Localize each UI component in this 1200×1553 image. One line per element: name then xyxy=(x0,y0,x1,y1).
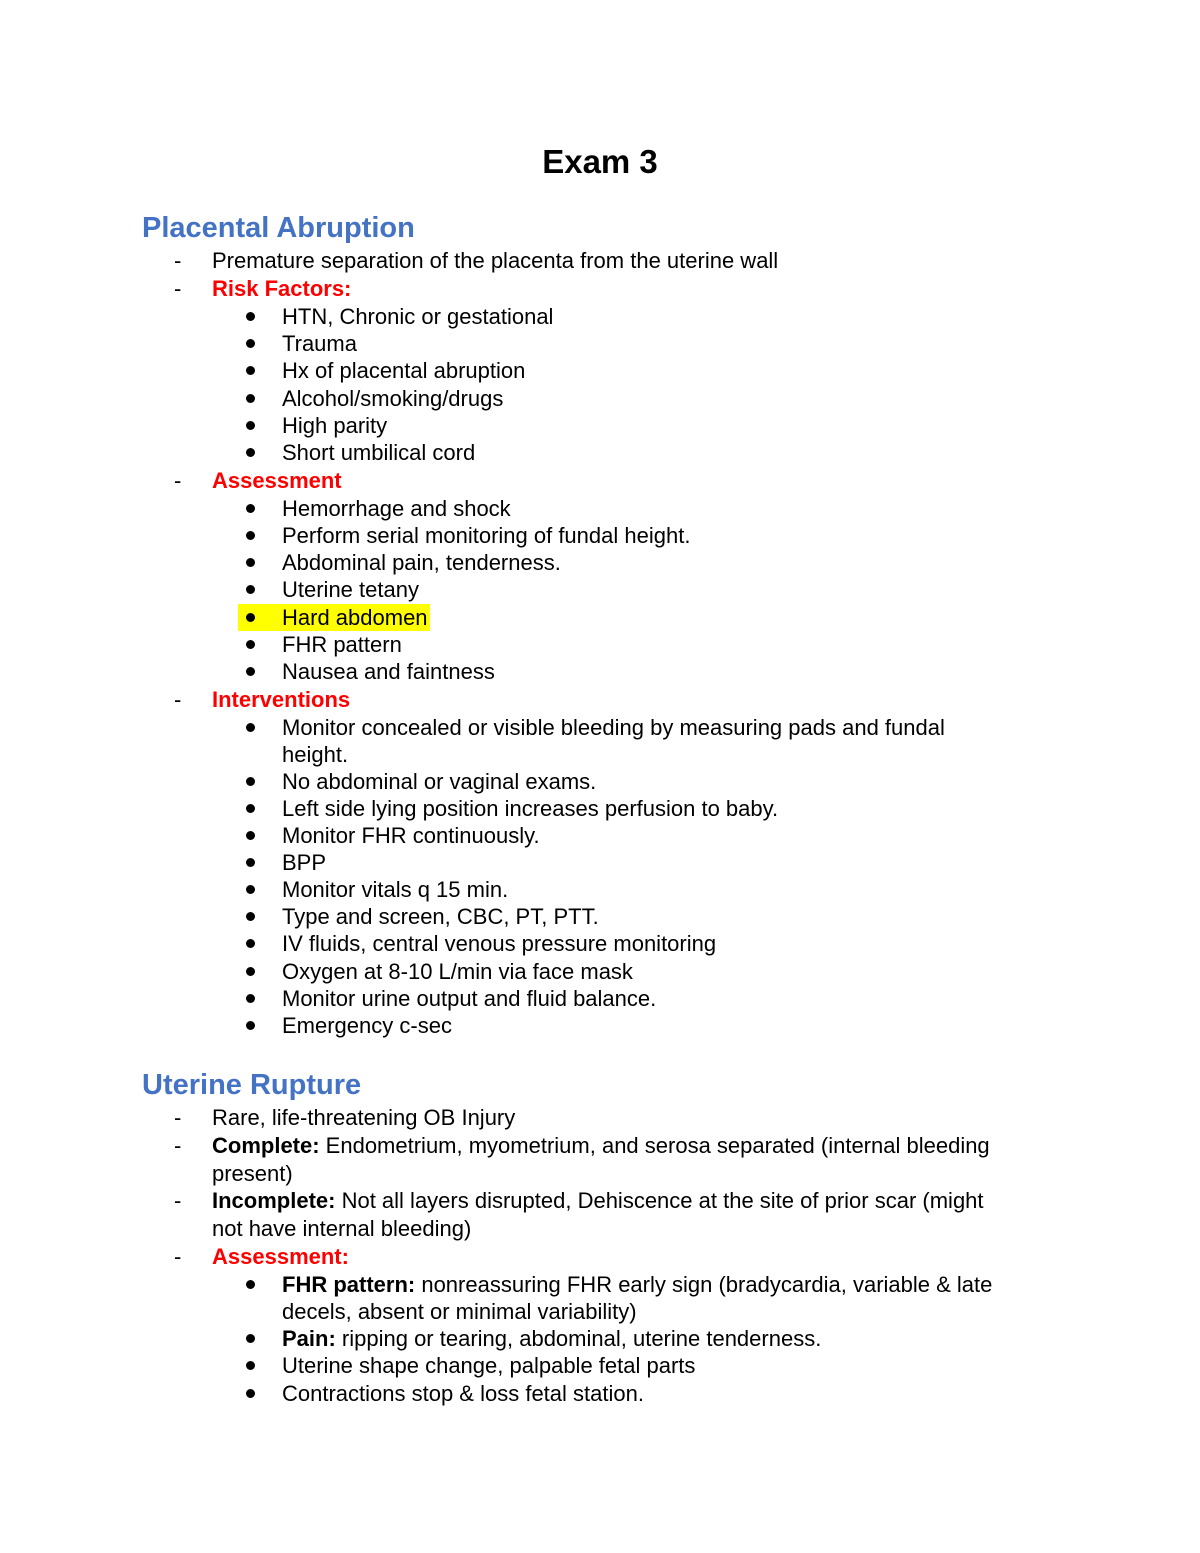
intervention-item-continuation: height. xyxy=(282,742,349,767)
bullet-icon xyxy=(246,531,255,540)
complete-text-continuation: present) xyxy=(212,1161,293,1186)
assessment-label: Assessment xyxy=(212,468,342,493)
bullet-icon xyxy=(246,831,255,840)
pain-label: Pain: xyxy=(282,1326,336,1351)
bullet-icon xyxy=(246,804,255,813)
dash-marker: - xyxy=(174,248,182,273)
dash-marker: - xyxy=(174,468,182,493)
bullet-icon xyxy=(246,1280,255,1289)
bullet-icon xyxy=(246,558,255,567)
assessment-label: Assessment: xyxy=(212,1244,349,1269)
bullet-icon xyxy=(246,366,255,375)
document-page: Exam 3 Placental Abruption - Premature separation of the placenta from the uterine wall - Risk Factors: HTN, Chronic or gestational Trauma Hx of placental abruption Alcohol/smoking/drugs High parity Short umbilical cord - Assessment Hemorrhage and shock Perform serial monitoring of fundal height. Abdominal pain, tenderness. Uterine tetany Hard abdomen FHR pattern Nausea and faintness - Interventions Monitor concealed or visible bleeding by measuring pads and fundal height. No abdominal or vaginal exams. Left side lying position increases perfusion to baby. Monitor FHR continuously. BPP Monitor vitals q 15 min. Type and screen, CBC, PT, PTT. IV fluids, central venous pressure monitoring Oxygen at 8-10 L/min via face mask Monitor urine output and fluid balance. Emergency c-sec Uterine Rupture - Rare, life-threatening OB Injury - Complete: Endometrium, myometrium, and serosa separated (internal bleeding present) - Incomplete: Not all layers disrupted, Dehiscence at the site of prior scar (might not have internal bleeding) - Assessment: FHR pattern: nonreassuring FHR early sign (bradycardia, variable & late decels, absent or minimal variability) Pain: ripping or tearing, abdominal, uterine tenderness. Uterine shape change, palpable fetal parts Contractions stop & loss fetal station. xyxy=(0,0,1200,1553)
bullet-icon xyxy=(246,723,255,732)
assessment-item-continuation: decels, absent or minimal variability) xyxy=(282,1299,637,1324)
bullet-icon xyxy=(246,885,255,894)
bullet-icon xyxy=(246,912,255,921)
bullet-icon xyxy=(246,394,255,403)
bullet-icon xyxy=(246,1389,255,1398)
dash-marker: - xyxy=(174,1244,182,1269)
bullet-icon xyxy=(246,448,255,457)
bullet-icon xyxy=(246,939,255,948)
dash-marker: - xyxy=(174,1133,182,1158)
section-heading-placental-abruption: Placental Abruption xyxy=(142,212,415,244)
fhr-pattern-label: FHR pattern: xyxy=(282,1272,416,1297)
bullet-icon xyxy=(246,994,255,1003)
incomplete-text-continuation: not have internal bleeding) xyxy=(212,1216,472,1241)
bullet-icon xyxy=(246,640,255,649)
section-heading-uterine-rupture: Uterine Rupture xyxy=(142,1069,362,1101)
bullet-icon xyxy=(246,1021,255,1030)
incomplete-text: Not all layers disrupted, Dehiscence at the site of prior scar (might xyxy=(335,1188,984,1213)
dash-marker: - xyxy=(174,276,182,301)
assessment-item-highlighted: Hard abdomen xyxy=(238,604,430,631)
dash-marker: - xyxy=(174,1188,182,1213)
bullet-icon xyxy=(246,777,255,786)
bullet-icon xyxy=(246,1334,255,1343)
bullet-icon xyxy=(246,1361,255,1370)
bullet-icon xyxy=(246,967,255,976)
dash-marker: - xyxy=(174,687,182,712)
bullet-icon xyxy=(246,339,255,348)
risk-factors-label: Risk Factors: xyxy=(212,276,352,301)
document-title: Exam 3 xyxy=(542,143,658,180)
bullet-icon xyxy=(246,667,255,676)
bullet-icon xyxy=(246,312,255,321)
complete-text: Endometrium, myometrium, and serosa separated (internal bleeding xyxy=(319,1133,990,1158)
complete-label: Complete: xyxy=(212,1133,320,1158)
dash-marker: - xyxy=(174,1105,182,1130)
bullet-icon xyxy=(246,585,255,594)
bullet-icon xyxy=(246,504,255,513)
incomplete-label: Incomplete: xyxy=(212,1188,336,1213)
bullet-icon xyxy=(246,421,255,430)
definition-text: Premature separation of the placenta from the uterine wall xyxy=(212,248,779,273)
interventions-label: Interventions xyxy=(212,687,351,712)
definition-text: Rare, life-threatening OB Injury xyxy=(212,1105,516,1130)
bullet-icon xyxy=(246,858,255,867)
